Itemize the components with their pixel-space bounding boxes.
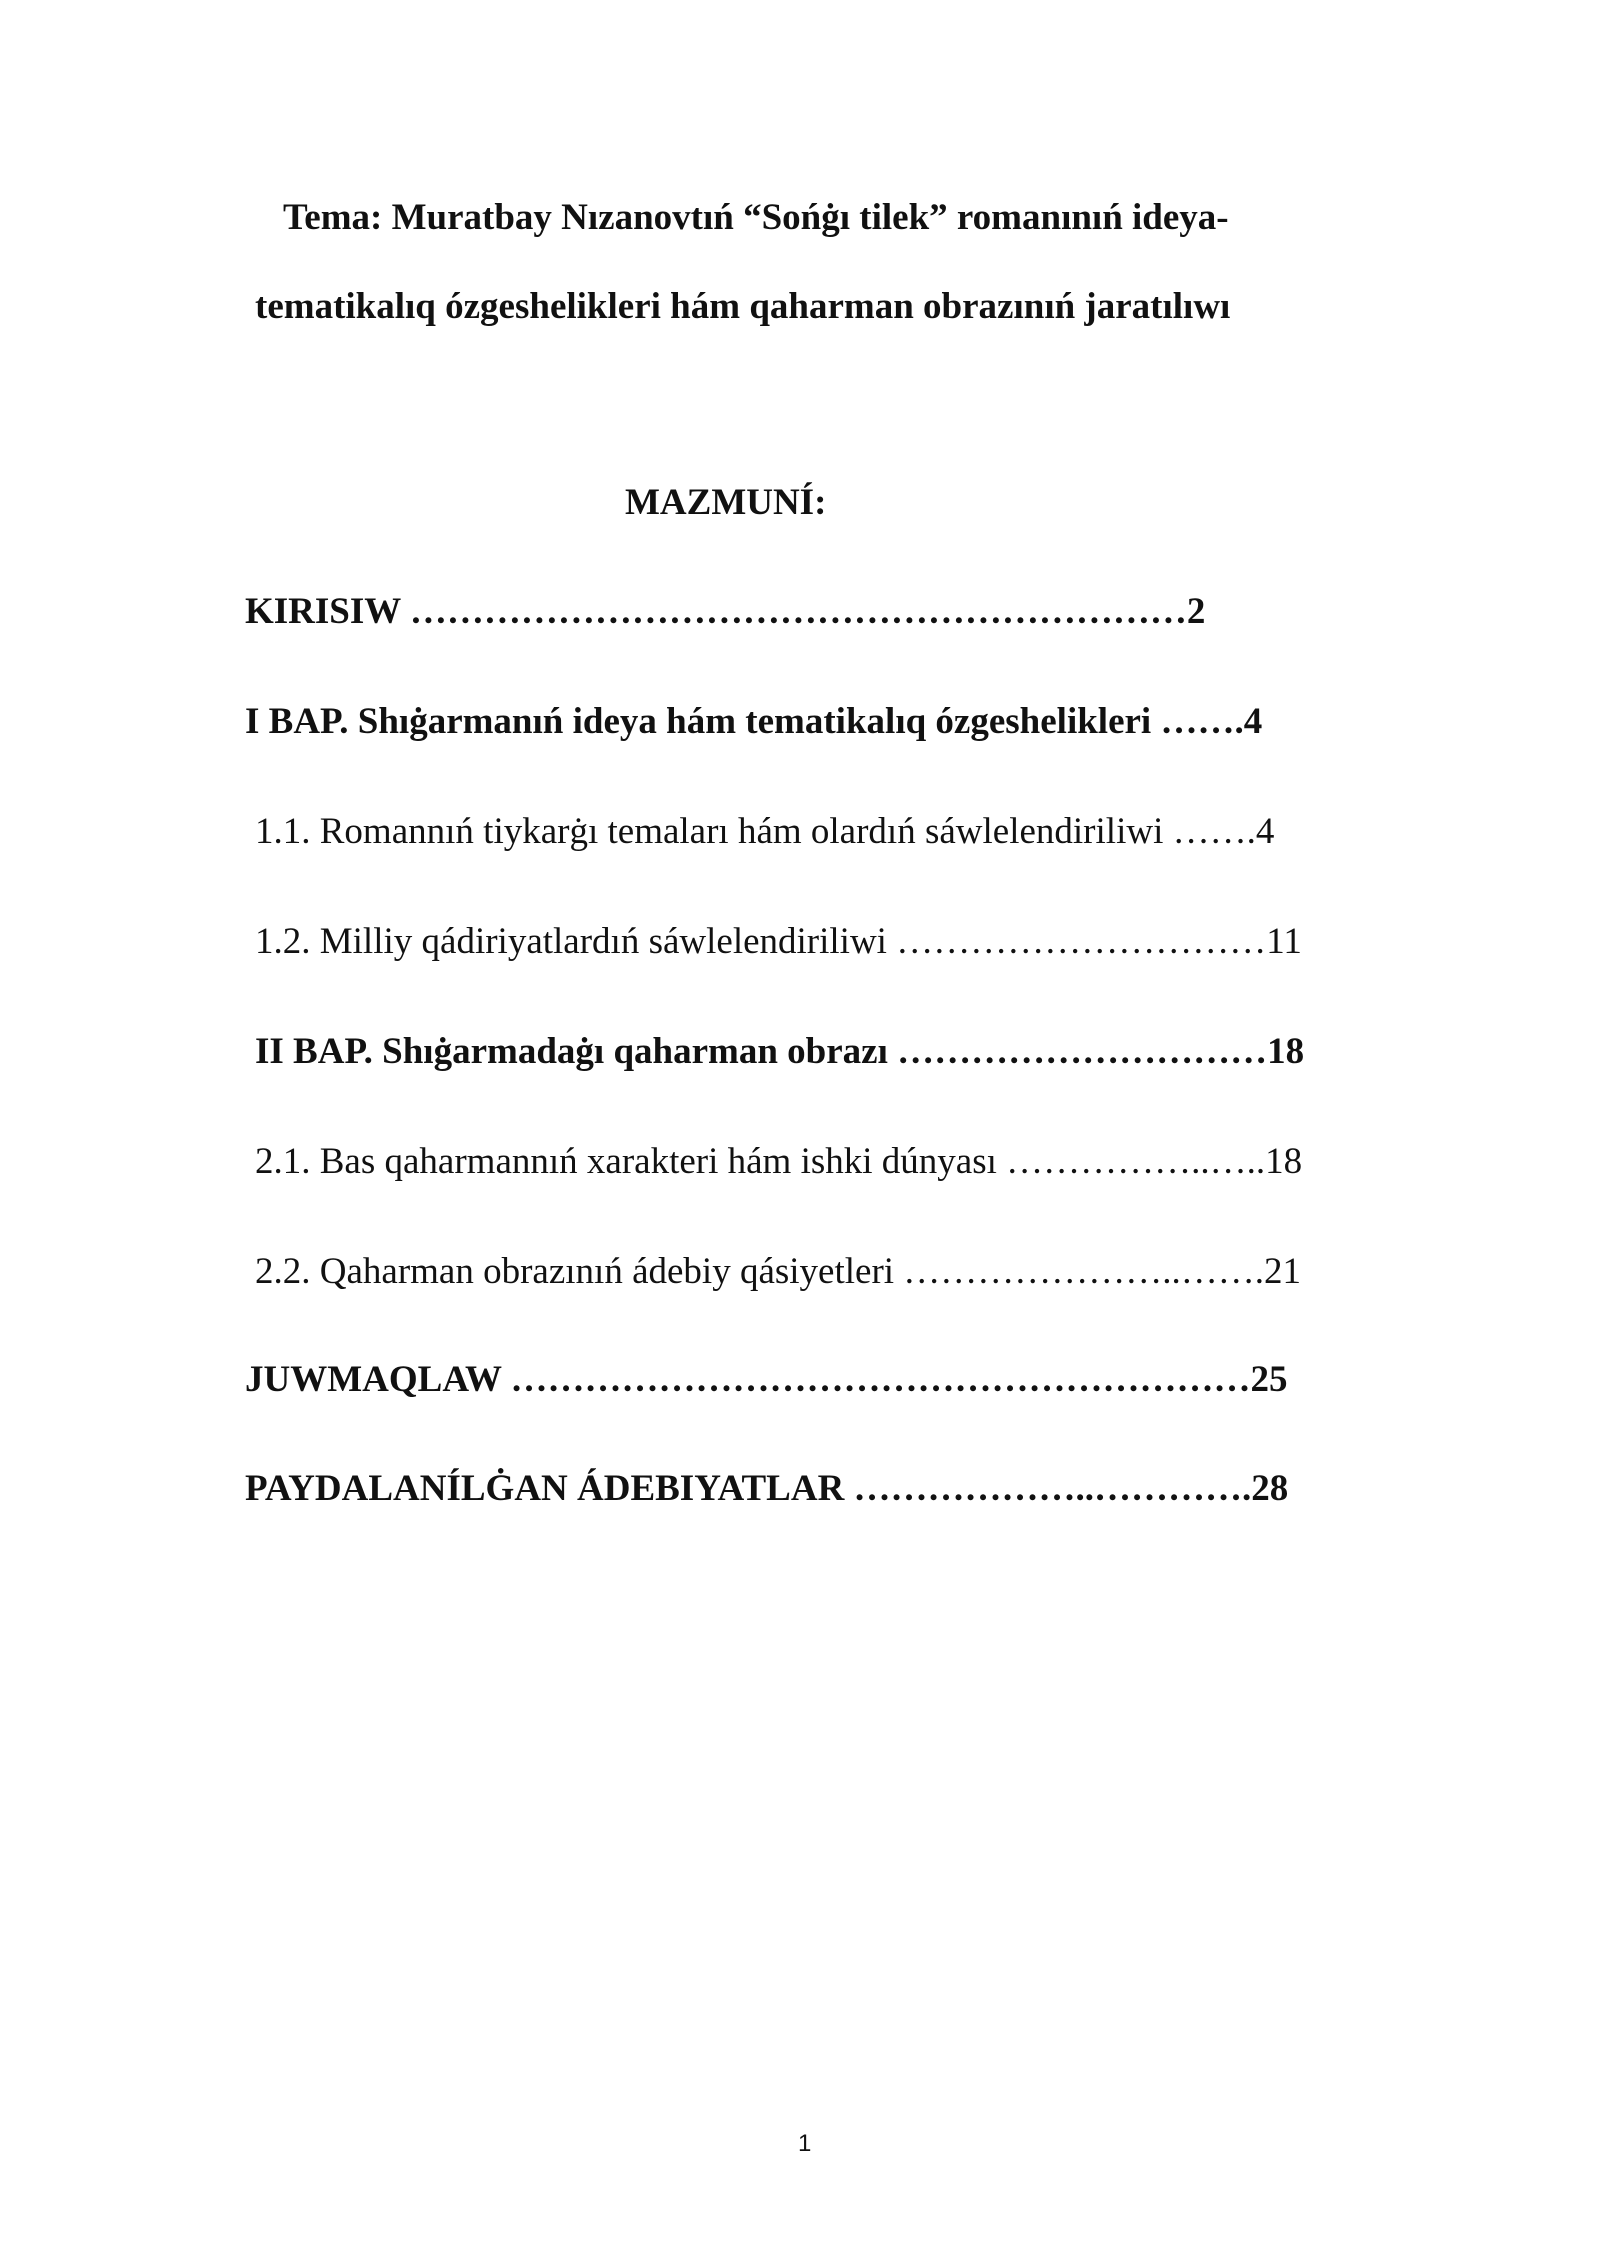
page-number: 1 [798, 2130, 812, 2157]
toc-entry-section-1-1: 1.1. Romannıń tiykarġı temaları hám olardıń sáwlelendiriliwi …….4 [255, 811, 1275, 852]
toc-entry-conclusion: JUWMAQLAW ……………………………………………………25 [245, 1359, 1288, 1400]
toc-entry-chapter-2: II BAP. Shıġarmadaġı qaharman obrazı …………………………18 [255, 1031, 1305, 1072]
document-title-line-2: tematikalıq ózgeshelikleri hám qaharman obrazınıń jaratılıwı [255, 286, 1231, 327]
toc-entry-section-2-1: 2.1. Bas qaharmannıń xarakteri hám ishki dúnyası ……………..…..18 [255, 1141, 1303, 1182]
toc-entry-references: PAYDALANÍLĠAN ÁDEBIYATLAR ………………..………….28 [245, 1468, 1289, 1509]
toc-entry-section-2-2: 2.2. Qaharman obrazınıń ádebiy qásiyetleri …………………..…….21 [255, 1251, 1302, 1292]
document-title-line-1: Tema: Muratbay Nızanovtıń “Sońġı tilek” romanınıń ideya- [283, 197, 1229, 238]
toc-entry-introduction: KIRISIW ………………………………………………………2 [245, 591, 1206, 632]
toc-entry-section-1-2: 1.2. Milliy qádiriyatlardıń sáwlelendiriliwi …………………………11 [255, 921, 1302, 962]
toc-entry-chapter-1: I BAP. Shıġarmanıń ideya hám tematikalıq ózgeshelikleri …….4 [245, 701, 1263, 742]
contents-heading: MAZMUNÍ: [625, 482, 827, 523]
